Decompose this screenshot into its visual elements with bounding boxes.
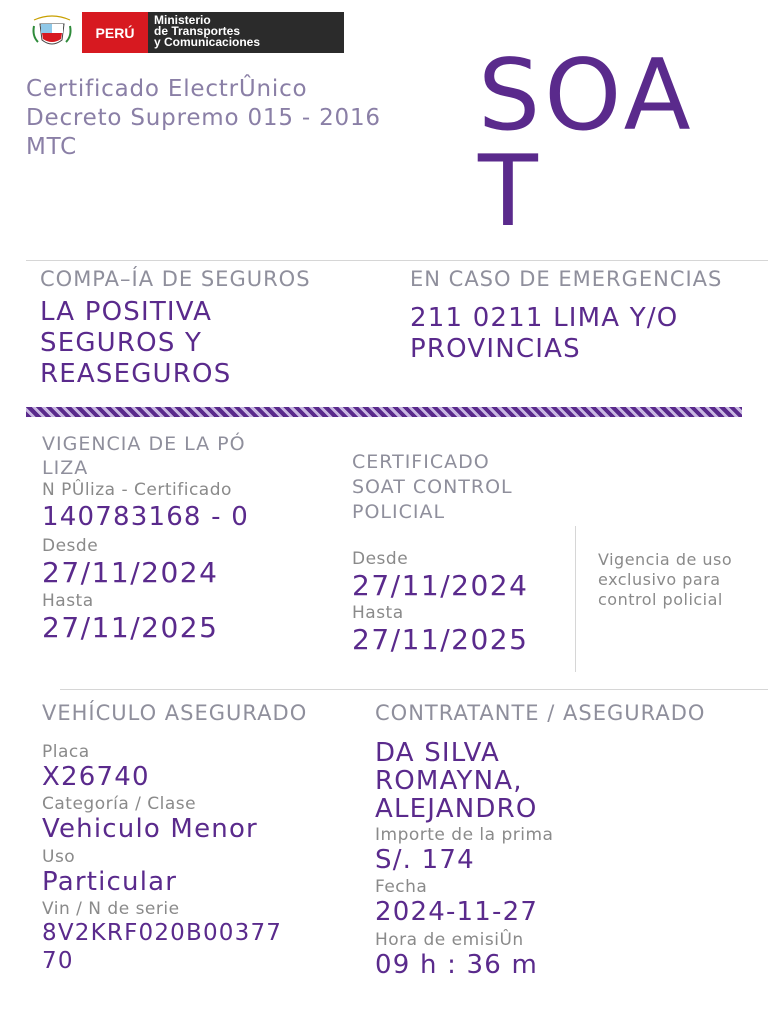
police-cert-title: CERTIFICADO SOAT CONTROL POLICIAL [352,451,513,523]
contractor-name: DA SILVA ROMAYNA, ALEJANDRO [375,738,538,824]
emergency-phone: 211 0211 LIMA Y/O PROVINCIAS [410,303,679,364]
policy-to-label: Hasta [42,591,94,611]
time-value: 09 h : 36 m [375,950,538,980]
police-from-label: Desde [352,549,409,569]
ministry-logo [82,12,344,53]
policy-from-date: 27/11/2024 [42,556,219,589]
policy-validity-title: VIGENCIA DE LA PÓ LIZA [42,433,246,479]
police-to-date: 27/11/2025 [352,623,529,656]
time-label: Hora de emisiÛn [375,930,524,950]
emergency-label: EN CASO DE EMERGENCIAS [410,267,723,291]
peru-coat-of-arms-icon [30,14,74,50]
policy-number-label: N PÛliza - Certificado [42,480,232,500]
vertical-divider [575,526,576,672]
policy-to-date: 27/11/2025 [42,611,219,644]
insurer-name: LA POSITIVA SEGUROS Y REASEGUROS [40,297,232,389]
use-label: Uso [42,847,76,867]
category-value: Vehiculo Menor [42,814,258,844]
soat-title: SOA T [478,39,695,249]
divider [26,260,768,261]
use-value: Particular [42,867,178,897]
ministry-name: Ministerio de Transportes y Comunicaciones [148,12,344,53]
vehicle-title: VEHÍCULO ASEGURADO [42,701,308,725]
policy-from-label: Desde [42,536,99,556]
vin-label: Vin / N de serie [42,899,180,919]
decorative-stripe [26,407,742,417]
country-badge: PERÚ [82,12,148,53]
category-label: Categoría / Clase [42,794,197,814]
plate-value: X26740 [42,762,150,792]
divider [60,689,768,690]
date-value: 2024-11-27 [375,897,539,927]
insurer-label: COMPA–ÍA DE SEGUROS [40,267,311,291]
premium-label: Importe de la prima [375,825,554,845]
plate-label: Placa [42,742,90,762]
premium-value: S/. 174 [375,845,475,875]
contractor-title: CONTRATANTE / ASEGURADO [375,701,706,725]
policy-number: 140783168 - 0 [42,502,249,532]
vin-value: 8V2KRF020B00377 70 [42,920,283,974]
police-from-date: 27/11/2024 [352,569,529,602]
date-label: Fecha [375,877,428,897]
certificate-title: Certificado ElectrÛnico Decreto Supremo 015 - 2016 MTC [26,76,381,160]
police-usage-note: Vigencia de uso exclusivo para control policial [598,550,733,609]
police-to-label: Hasta [352,603,404,623]
